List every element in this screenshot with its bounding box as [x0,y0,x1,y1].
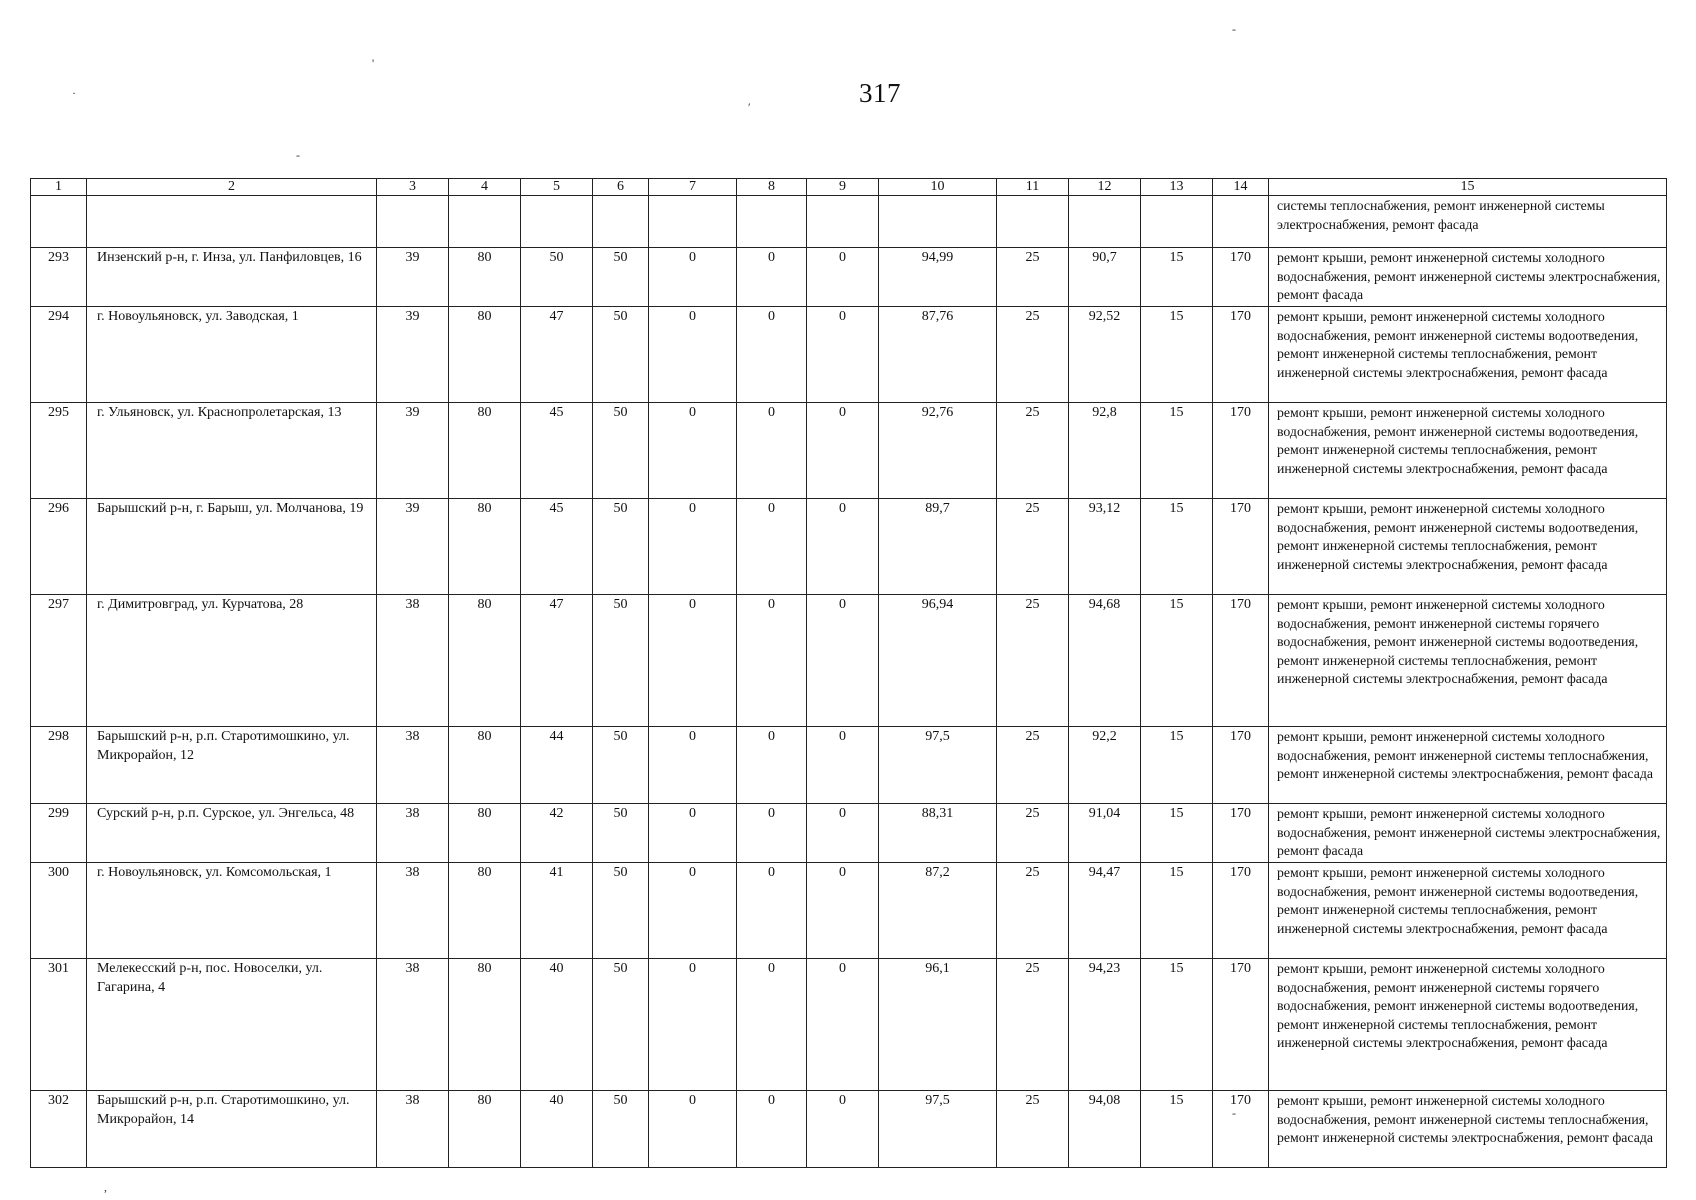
works-cell: ремонт крыши, ремонт инженерной системы холодного водоснабжения, ремонт инженерной системы электроснабжения, ремонт фасада [1269,248,1667,307]
value-cell-3: 38 [377,959,449,1091]
address-cell: г. Димитровград, ул. Курчатова, 28 [87,595,377,727]
header-cell-6: 6 [593,179,649,196]
value-cell-9: 0 [807,307,879,403]
value-cell-12: 94,47 [1069,863,1141,959]
works-cell: ремонт крыши, ремонт инженерной системы холодного водоснабжения, ремонт инженерной системы водоотведения, ремонт инженерной системы теплоснабжения, ремонт инженерной системы электроснабжения, ремонт фасада [1269,499,1667,595]
header-cell-3: 3 [377,179,449,196]
value-cell-9: 0 [807,804,879,863]
value-cell-4: 80 [449,804,521,863]
value-cell-13: 15 [1141,959,1213,1091]
value-cell-5: 44 [521,727,593,804]
header-cell-12: 12 [1069,179,1141,196]
value-cell-13: 15 [1141,1091,1213,1168]
repair-table [30,178,1666,1168]
value-cell-14: 170 [1213,499,1269,595]
value-cell-13: 15 [1141,727,1213,804]
value-cell-5: 50 [521,248,593,307]
value-cell-12: 90,7 [1069,248,1141,307]
value-cell-8: 0 [737,863,807,959]
value-cell-14: 170 [1213,1091,1269,1168]
header-cell-5: 5 [521,179,593,196]
value-cell-9: 0 [807,403,879,499]
value-cell-14: 170 [1213,595,1269,727]
value-cell-14: 170 [1213,804,1269,863]
value-cell-4: 80 [449,499,521,595]
value-cell-8: 0 [737,307,807,403]
table-header-row [31,179,1667,196]
value-cell-6: 50 [593,1091,649,1168]
continuation-row [31,196,1667,248]
address-cell: г. Новоульяновск, ул. Заводская, 1 [87,307,377,403]
address-cell: Мелекесский р-н, пос. Новоселки, ул. Гагарина, 4 [87,959,377,1091]
value-cell-6: 50 [593,863,649,959]
value-cell-5: 40 [521,959,593,1091]
value-cell-5: 47 [521,595,593,727]
value-cell-12: 93,12 [1069,499,1141,595]
value-cell-5: 45 [521,403,593,499]
row-number-cell: 293 [31,248,87,307]
address-cell: Барышский р-н, г. Барыш, ул. Молчанова, 19 [87,499,377,595]
value-cell-7: 0 [649,959,737,1091]
value-cell-7: 0 [649,595,737,727]
header-cell-7: 7 [649,179,737,196]
value-cell-10: 97,5 [879,727,997,804]
value-cell-10: 88,31 [879,804,997,863]
value-cell-5: 41 [521,863,593,959]
table-row [31,727,1667,804]
table-row [31,307,1667,403]
value-cell-10: 87,76 [879,307,997,403]
value-cell-8: 0 [737,403,807,499]
value-cell-7: 0 [649,727,737,804]
table-row [31,804,1667,863]
header-cell-9: 9 [807,179,879,196]
page-number: 317 [859,78,901,108]
value-cell-8: 0 [737,595,807,727]
value-cell-13: 15 [1141,499,1213,595]
works-cell: ремонт крыши, ремонт инженерной системы холодного водоснабжения, ремонт инженерной системы водоотведения, ремонт инженерной системы теплоснабжения, ремонт инженерной системы электроснабжения, ремонт фасада [1269,307,1667,403]
works-cell: ремонт крыши, ремонт инженерной системы холодного водоснабжения, ремонт инженерной системы электроснабжения, ремонт фасада [1269,804,1667,863]
value-cell-10: 96,94 [879,595,997,727]
value-cell-6: 50 [593,727,649,804]
value-cell-7: 0 [649,307,737,403]
value-cell-12: 92,52 [1069,307,1141,403]
value-cell-11: 25 [997,863,1069,959]
table-row [31,1091,1667,1168]
value-cell-14: 170 [1213,403,1269,499]
value-cell-9: 0 [807,959,879,1091]
value-cell-11: 25 [997,804,1069,863]
value-cell-5: 42 [521,804,593,863]
value-cell-6: 50 [593,959,649,1091]
row-number-cell: 301 [31,959,87,1091]
header-cell-13: 13 [1141,179,1213,196]
value-cell-13: 15 [1141,595,1213,727]
value-cell-8: 0 [737,1091,807,1168]
value-cell-6: 50 [593,499,649,595]
value-cell-13: 15 [1141,804,1213,863]
works-cell: ремонт крыши, ремонт инженерной системы холодного водоснабжения, ремонт инженерной системы теплоснабжения, ремонт инженерной системы электроснабжения, ремонт фасада [1269,1091,1667,1168]
row-number-cell: 297 [31,595,87,727]
value-cell-10: 94,99 [879,248,997,307]
address-cell: г. Новоульяновск, ул. Комсомольская, 1 [87,863,377,959]
table-row [31,863,1667,959]
value-cell-3: 39 [377,307,449,403]
value-cell-13: 15 [1141,307,1213,403]
value-cell-10: 87,2 [879,863,997,959]
value-cell-10: 92,76 [879,403,997,499]
row-number-cell: 302 [31,1091,87,1168]
row-number-cell: 296 [31,499,87,595]
value-cell-7: 0 [649,1091,737,1168]
value-cell-8: 0 [737,499,807,595]
value-cell-14: 170 [1213,248,1269,307]
works-cell: ремонт крыши, ремонт инженерной системы холодного водоснабжения, ремонт инженерной системы водоотведения, ремонт инженерной системы теплоснабжения, ремонт инженерной системы электроснабжения, ремонт фасада [1269,403,1667,499]
value-cell-11: 25 [997,403,1069,499]
table-row [31,248,1667,307]
address-cell: Сурский р-н, р.п. Сурское, ул. Энгельса, 48 [87,804,377,863]
value-cell-6: 50 [593,403,649,499]
value-cell-9: 0 [807,499,879,595]
value-cell-12: 94,68 [1069,595,1141,727]
value-cell-3: 38 [377,1091,449,1168]
value-cell-12: 91,04 [1069,804,1141,863]
works-cell: ремонт крыши, ремонт инженерной системы холодного водоснабжения, ремонт инженерной системы водоотведения, ремонт инженерной системы теплоснабжения, ремонт инженерной системы электроснабжения, ремонт фасада [1269,863,1667,959]
value-cell-11: 25 [997,248,1069,307]
value-cell-14: 170 [1213,307,1269,403]
table-row [31,499,1667,595]
value-cell-6: 50 [593,595,649,727]
header-cell-2: 2 [87,179,377,196]
row-number-cell: 299 [31,804,87,863]
value-cell-4: 80 [449,403,521,499]
value-cell-12: 92,8 [1069,403,1141,499]
address-cell: г. Ульяновск, ул. Краснопролетарская, 13 [87,403,377,499]
value-cell-11: 25 [997,595,1069,727]
header-cell-8: 8 [737,179,807,196]
address-cell: Инзенский р-н, г. Инза, ул. Панфиловцев, 16 [87,248,377,307]
value-cell-9: 0 [807,727,879,804]
value-cell-7: 0 [649,804,737,863]
value-cell-3: 38 [377,863,449,959]
value-cell-11: 25 [997,959,1069,1091]
address-cell: Барышский р-н, р.п. Старотимошкино, ул. Микрорайон, 14 [87,1091,377,1168]
value-cell-4: 80 [449,863,521,959]
value-cell-5: 47 [521,307,593,403]
value-cell-7: 0 [649,403,737,499]
row-number-cell: 298 [31,727,87,804]
header-cell-4: 4 [449,179,521,196]
value-cell-4: 80 [449,307,521,403]
value-cell-13: 15 [1141,248,1213,307]
works-cell: ремонт крыши, ремонт инженерной системы холодного водоснабжения, ремонт инженерной системы горячего водоснабжения, ремонт инженерной системы водоотведения, ремонт инженерной системы теплоснабжения, ремонт инженерной системы электроснабжения, ремонт фасада [1269,595,1667,727]
header-cell-11: 11 [997,179,1069,196]
value-cell-7: 0 [649,863,737,959]
value-cell-14: 170 [1213,863,1269,959]
value-cell-3: 38 [377,727,449,804]
address-cell: Барышский р-н, р.п. Старотимошкино, ул. Микрорайон, 12 [87,727,377,804]
value-cell-7: 0 [649,248,737,307]
value-cell-3: 38 [377,595,449,727]
row-number-cell: 300 [31,863,87,959]
row-number-cell: 294 [31,307,87,403]
value-cell-10: 97,5 [879,1091,997,1168]
value-cell-11: 25 [997,727,1069,804]
value-cell-3: 39 [377,403,449,499]
value-cell-11: 25 [997,307,1069,403]
value-cell-9: 0 [807,595,879,727]
row-number-cell: 295 [31,403,87,499]
value-cell-14: 170 [1213,959,1269,1091]
value-cell-13: 15 [1141,403,1213,499]
table-row [31,959,1667,1091]
header-cell-10: 10 [879,179,997,196]
header-cell-1: 1 [31,179,87,196]
value-cell-6: 50 [593,307,649,403]
value-cell-9: 0 [807,863,879,959]
value-cell-8: 0 [737,727,807,804]
continuation-works-cell: системы теплоснабжения, ремонт инженерной системы электроснабжения, ремонт фасада [1269,196,1667,248]
value-cell-8: 0 [737,959,807,1091]
value-cell-3: 38 [377,804,449,863]
value-cell-4: 80 [449,248,521,307]
value-cell-4: 80 [449,1091,521,1168]
value-cell-12: 94,23 [1069,959,1141,1091]
header-cell-15: 15 [1269,179,1667,196]
value-cell-5: 40 [521,1091,593,1168]
value-cell-3: 39 [377,499,449,595]
value-cell-8: 0 [737,248,807,307]
value-cell-13: 15 [1141,863,1213,959]
works-cell: ремонт крыши, ремонт инженерной системы холодного водоснабжения, ремонт инженерной системы теплоснабжения, ремонт инженерной системы электроснабжения, ремонт фасада [1269,727,1667,804]
value-cell-4: 80 [449,959,521,1091]
value-cell-12: 92,2 [1069,727,1141,804]
value-cell-4: 80 [449,727,521,804]
value-cell-3: 39 [377,248,449,307]
value-cell-7: 0 [649,499,737,595]
value-cell-14: 170 [1213,727,1269,804]
value-cell-6: 50 [593,804,649,863]
value-cell-12: 94,08 [1069,1091,1141,1168]
table-row [31,403,1667,499]
value-cell-8: 0 [737,804,807,863]
works-cell: ремонт крыши, ремонт инженерной системы холодного водоснабжения, ремонт инженерной системы горячего водоснабжения, ремонт инженерной системы водоотведения, ремонт инженерной системы теплоснабжения, ремонт инженерной системы электроснабжения, ремонт фасада [1269,959,1667,1091]
value-cell-4: 80 [449,595,521,727]
value-cell-11: 25 [997,499,1069,595]
value-cell-10: 89,7 [879,499,997,595]
header-cell-14: 14 [1213,179,1269,196]
value-cell-9: 0 [807,248,879,307]
value-cell-6: 50 [593,248,649,307]
table-row [31,595,1667,727]
value-cell-11: 25 [997,1091,1069,1168]
value-cell-10: 96,1 [879,959,997,1091]
value-cell-9: 0 [807,1091,879,1168]
value-cell-5: 45 [521,499,593,595]
